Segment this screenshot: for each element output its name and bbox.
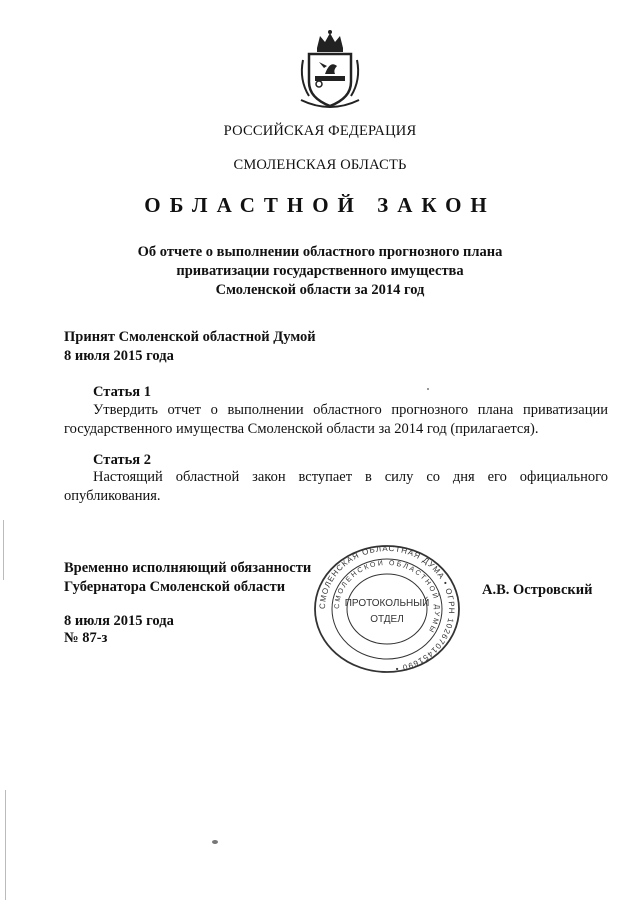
signatory-name: А.В. Островский [482,582,593,598]
signatory-position-line-1: Временно исполняющий обязанности [64,560,312,576]
law-number: № 87-з [64,630,108,646]
signing-date: 8 июля 2015 года [64,613,174,629]
adoption-line-1: Принят Смоленской областной Думой [64,329,316,345]
stamp-center-line-2: ОТДЕЛ [370,614,404,625]
article-1-heading: Статья 1 [93,384,151,400]
scan-artifact [3,520,4,580]
smolensk-coat-of-arms-icon [295,30,365,110]
subject-line-2: приватизации государственного имущества [176,263,464,279]
article-1-text: Утвердить отчет о выполнении областного прогнозного плана приватизации государственного имущества Смоленской области за 2014 год (прилагается). [64,402,608,437]
stamp-inner-text: СМОЛЕНСКОЙ ОБЛАСТНОЙ ДУМЫ [333,559,441,635]
article-2-heading: Статья 2 [93,452,151,468]
country-name: РОССИЙСКАЯ ФЕДЕРАЦИЯ [223,123,417,139]
scan-artifact [212,840,218,844]
stamp-center-line-1: ПРОТОКОЛЬНЫЙ [344,598,430,609]
adoption-date: 8 июля 2015 года [64,348,174,364]
subject-line-3: Смоленской области за 2014 год [215,282,425,298]
document-title: ОБЛАСТНОЙ ЗАКОН [144,193,496,217]
scan-artifact [5,790,6,900]
signatory-position-line-2: Губернатора Смоленской области [64,579,286,595]
stamp-outer-text: СМОЛЕНСКАЯ ОБЛАСТНАЯ ДУМА • ОГРН 1026701451690 • [317,544,457,674]
official-stamp [312,544,462,674]
article-2-text: Настоящий областной закон вступает в силу со дня его официального опубликования. [64,469,608,504]
scan-artifact [427,388,429,390]
region-name: СМОЛЕНСКАЯ ОБЛАСТЬ [233,157,407,173]
subject-line-1: Об отчете о выполнении областного прогнозного плана [137,244,503,260]
